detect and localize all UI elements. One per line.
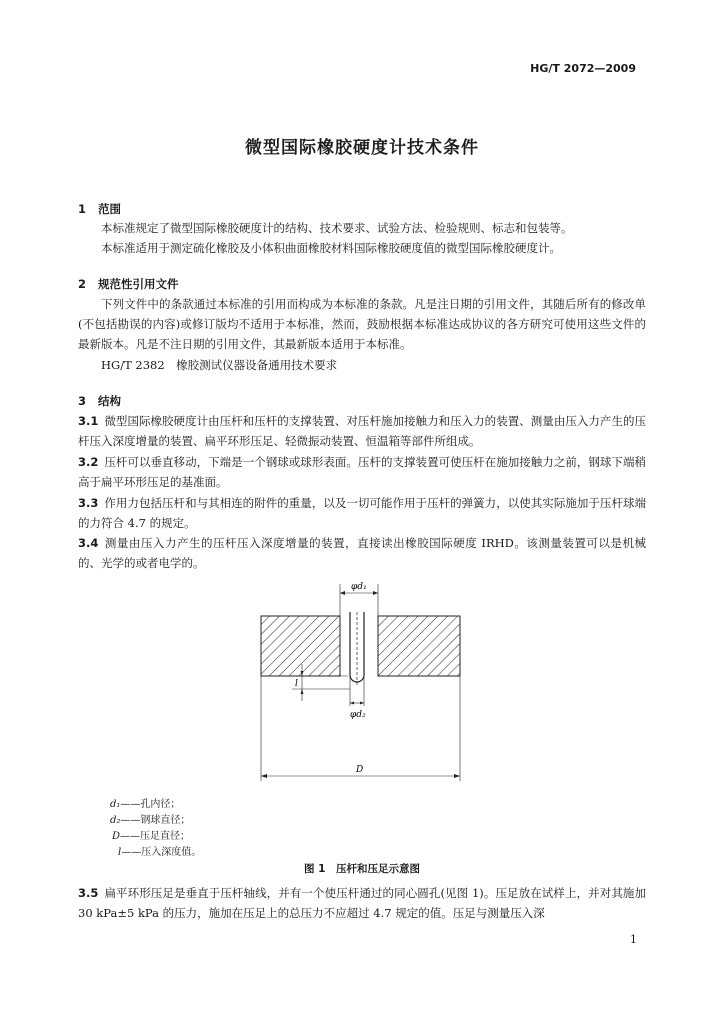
legend-item-d2 <box>110 811 190 826</box>
section-title: 规范性引用文件 <box>98 277 179 291</box>
legend-symbol: l <box>118 847 122 858</box>
clause-text: 微型国际橡胶硬度计由压杆和压杆的支撑装置、对压杆施加接触力和压入力的装置、测量由压入力产生的压杆压入深度增量的装置、扁平环形压足、轻微振动装置、恒温箱等部件所组成。 <box>78 414 646 448</box>
section-2-reference: HG/T 2382 橡胶测试仪器设备通用技术要求 <box>101 358 338 372</box>
section-number: 1 <box>78 202 87 216</box>
document-title: 微型国际橡胶硬度计技术条件 <box>245 138 479 158</box>
label-d2: φd₂ <box>350 710 366 720</box>
clause-3-3 <box>78 493 646 533</box>
section-title: 结构 <box>98 394 122 408</box>
figure-caption: 图 1 压杆和压足示意图 <box>304 863 420 875</box>
legend-text: ——压入深度值。 <box>121 847 202 858</box>
legend-symbol: d₁ <box>110 799 121 810</box>
clause-text: 压杆可以垂直移动，下端是一个钢球或球形表面。压杆的支撑装置可使压杆在施加接触力之前，钢球下端稍高于扁平环形压足的基准面。 <box>78 455 646 489</box>
presser-foot-right <box>378 616 460 676</box>
standard-number: HG/T 2072—2009 <box>530 62 636 75</box>
legend-symbol: D <box>112 831 121 842</box>
section-3-heading <box>78 393 121 409</box>
section-1-para-1: 本标准规定了微型国际橡胶硬度计的结构、技术要求、试验方法、检验规则、标志和包装等。 <box>101 221 573 235</box>
section-2-para-1: 下列文件中的条款通过本标准的引用而构成为本标准的条款。凡是注日期的引用文件，其随后所有的修改单(不包括勘误的内容)或修订版均不适用于本标准，然而，鼓励根据本标准达成协议的各方研究可使用这些文件的最新版本。凡是不注日期的引用文件，其最新版本适用于本标准。 <box>78 297 646 351</box>
clause-number: 3.2 <box>78 455 99 469</box>
clause-number: 3.1 <box>78 414 99 428</box>
clause-text: 测量由压入力产生的压杆压入深度增量的装置，直接读出橡胶国际硬度 IRHD。该测量装置可以是机械的、光学的或者电学的。 <box>78 536 646 570</box>
legend-text: ——压足直径； <box>120 831 191 842</box>
legend-item-D <box>112 827 190 842</box>
clause-number: 3.4 <box>78 536 99 550</box>
page-number: 1 <box>630 933 637 946</box>
section-number: 2 <box>78 277 87 291</box>
section-title: 范围 <box>98 202 122 216</box>
legend-text: ——孔内径； <box>120 799 181 810</box>
legend-item-d1 <box>110 795 180 810</box>
legend-text: ——钢球直径； <box>120 815 191 826</box>
legend-item-l <box>118 843 201 858</box>
clause-text: 扁平环形压足是垂直于压杆轴线，并有一个使压杆通过的同心圆孔(见图 1)。压足放在试样上，并对其施加 30 kPa±5 kPa 的压力，施加在压足上的总压力不应超过 4.7 规定的值。压足与测量压入深 <box>78 886 646 920</box>
legend-symbol: d₂ <box>110 815 121 826</box>
label-d1: φd₁ <box>351 582 367 592</box>
label-D: D <box>356 765 364 775</box>
presser-foot-left <box>261 616 340 676</box>
clause-text: 作用力包括压杆和与其相连的附件的重量，以及一切可能作用于压杆的弹簧力，以使其实际施加于压杆球端的力符合 4.7 的规定。 <box>78 496 646 530</box>
label-l: l <box>295 679 298 689</box>
figure-1-diagram <box>240 576 480 786</box>
section-2-heading <box>78 276 179 292</box>
clause-3-2 <box>78 452 646 492</box>
section-number: 3 <box>78 394 87 408</box>
clause-number: 3.3 <box>78 496 99 510</box>
clause-3-1 <box>78 411 646 451</box>
clause-3-5 <box>78 883 646 923</box>
section-1-para-2: 本标准适用于测定硫化橡胶及小体积曲面橡胶材料国际橡胶硬度值的微型国际橡胶硬度计。 <box>101 241 561 255</box>
section-1-heading <box>78 201 121 217</box>
clause-3-4 <box>78 533 646 573</box>
clause-number: 3.5 <box>78 886 99 900</box>
